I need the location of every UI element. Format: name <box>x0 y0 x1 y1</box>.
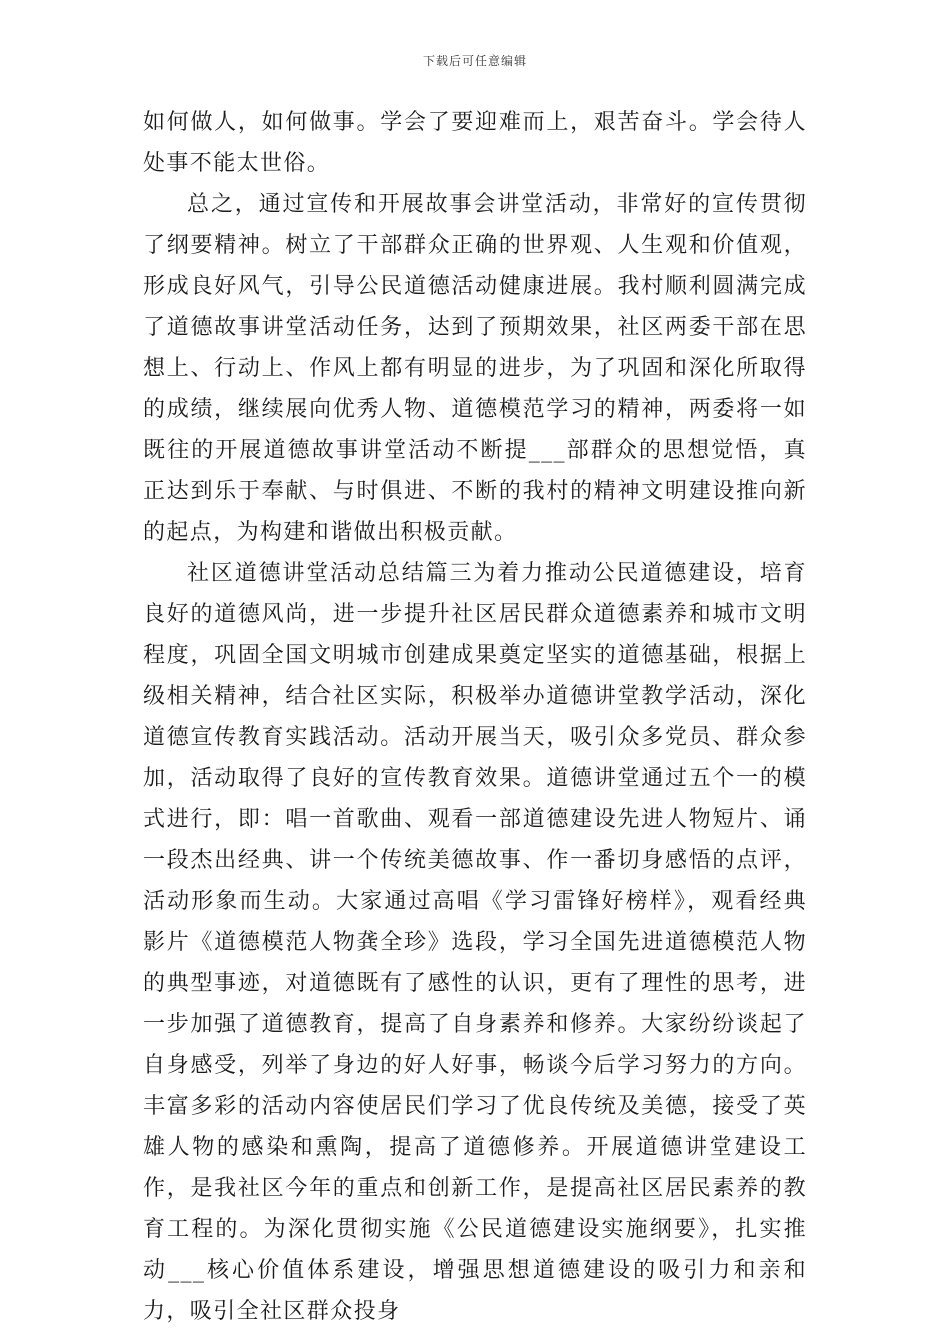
page-header: 下载后可任意编辑 <box>422 54 527 68</box>
paragraph-summary: 总之，通过宣传和开展故事会讲堂活动，非常好的宣传贯彻了纲要精神。树立了干部群众正确的世界观、人生观和价值观，形成良好风气，引导公民道德活动健康进展。我村顺利圆满完成了道德故事讲堂活动任务，达到了预期效果，社区两委干部在思想上、行动上、作风上都有明显的进步，为了巩固和深化所取得的成绩，继续展向优秀人物、道德模范学习的精神，两委将一如既往的开展道德故事讲堂活动不断提___部群众的思想觉悟，真正达到乐于奉献、与时俱进、不断的我村的精神文明建设推向新的起点，为构建和谐做出积极贡献。 <box>143 192 807 545</box>
document-body <box>143 102 807 1332</box>
paragraph-continuation: 如何做人，如何做事。学会了要迎难而上，艰苦奋斗。学会待人处事不能太世俗。 <box>143 110 807 176</box>
paragraph-part-three: 社区道德讲堂活动总结篇三为着力推动公民道德建设，培育良好的道德风尚，进一步提升社区居民群众道德素养和城市文明程度，巩固全国文明城市创建成果奠定坚实的道德基础，根据上级相关精神，结合社区实际，积极举办道德讲堂教学活动，深化道德宣传教育实践活动。活动开展当天，吸引众多党员、群众参加，活动取得了良好的宣传教育效果。道德讲堂通过五个一的模式进行，即：唱一首歌曲、观看一部道德建设先进人物短片、诵一段杰出经典、讲一个传统美德故事、作一番切身感悟的点评，活动形象而生动。大家通过高唱《学习雷锋好榜样》，观看经典影片《道德模范人物龚全珍》选段，学习全国先进道德模范人物的典型事迹，对道德既有了感性的认识，更有了理性的思考，进一步加强了道德教育，提高了自身素养和修养。大家纷纷谈起了自身感受，列举了身边的好人好事，畅谈今后学习努力的方向。丰富多彩的活动内容使居民们学习了优良传统及美德，接受了英雄人物的感染和熏陶，提高了道德修养。开展道德讲堂建设工作，是我社区今年的重点和创新工作，是提高社区居民素养的教育工程的。为深化贯彻实施《公民道德建设实施纲要》，扎实推动___核心价值体系建设，增强思想道德建设的吸引力和亲和力，吸引全社区群众投身 <box>143 561 807 1324</box>
